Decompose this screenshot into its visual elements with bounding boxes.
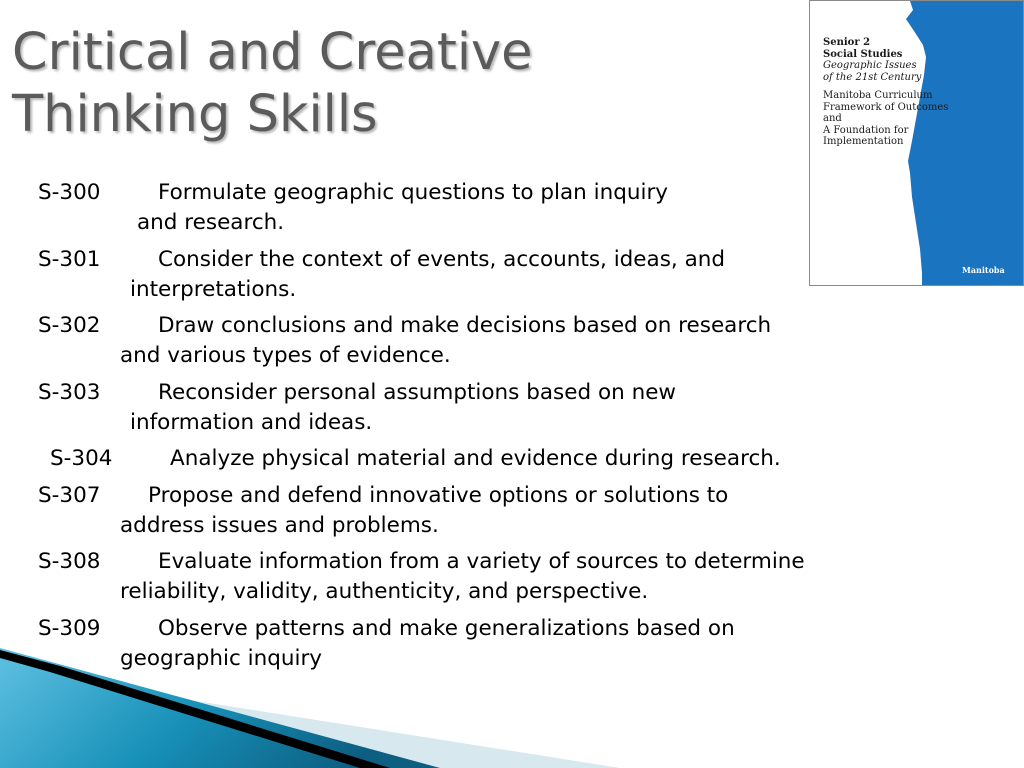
- skill-code: S-308: [38, 549, 101, 574]
- skill-text: Propose and defend innovative options or solutions to: [148, 482, 729, 508]
- corner-swoosh-decoration: [0, 640, 620, 768]
- skill-text: Draw conclusions and make decisions based on research: [158, 313, 772, 338]
- curriculum-document-cover: [809, 0, 1024, 286]
- skill-text: Observe patterns and make generalizations based on: [158, 615, 735, 641]
- skill-code: S-304: [50, 446, 113, 471]
- skill-text-continued: reliability, validity, authenticity, and perspective.: [120, 579, 649, 604]
- title-line-1: Critical and Creative: [12, 23, 533, 82]
- skill-item: [38, 311, 918, 371]
- skill-text-continued: geographic inquiry: [120, 645, 323, 671]
- skill-text: Formulate geographic questions to plan inquiry: [158, 180, 669, 205]
- skill-item: [38, 444, 918, 474]
- skill-text: Reconsider personal assumptions based on new: [158, 379, 677, 405]
- cover-description: Implementation: [823, 136, 904, 147]
- cover-course-title: Geographic Issues: [823, 60, 917, 71]
- skill-text: Evaluate information from a variety of sources to determine: [158, 549, 805, 574]
- skill-code: S-300: [38, 180, 101, 205]
- cover-description: Manitoba Curriculum: [823, 90, 933, 101]
- manitoba-logo: Manitoba: [962, 265, 1005, 275]
- skill-item: [38, 481, 918, 541]
- cover-subject: Social Studies: [823, 48, 903, 60]
- title-line-2: Thinking Skills: [12, 85, 378, 144]
- skill-code: S-302: [38, 313, 101, 338]
- skill-code: S-307: [38, 482, 101, 508]
- skill-code: S-303: [38, 379, 101, 405]
- skill-code: S-301: [38, 246, 101, 272]
- skill-text-continued: information and ideas.: [130, 409, 373, 435]
- skill-item: [38, 178, 918, 238]
- cover-course-title-continued: of the 21st Century: [823, 71, 922, 83]
- cover-grade: Senior 2: [823, 37, 871, 48]
- skill-text-continued: and research.: [137, 210, 285, 235]
- skill-text: Consider the context of events, accounts, ideas, and: [158, 246, 726, 272]
- skills-list: [38, 178, 918, 680]
- skill-item: [38, 378, 918, 438]
- cover-description: Framework of Outcomes and: [823, 101, 949, 124]
- skill-text-continued: and various types of evidence.: [120, 343, 451, 368]
- skill-code: S-309: [38, 615, 101, 641]
- skill-text-continued: interpretations.: [130, 276, 297, 302]
- skill-text-continued: address issues and problems.: [120, 512, 439, 538]
- cover-description: A Foundation for: [823, 124, 909, 136]
- skill-text: Analyze physical material and evidence during research.: [170, 446, 781, 471]
- cover-text-block: [823, 37, 963, 148]
- skill-item: [38, 547, 918, 607]
- skill-item: [38, 245, 918, 305]
- slide-title: [12, 22, 533, 146]
